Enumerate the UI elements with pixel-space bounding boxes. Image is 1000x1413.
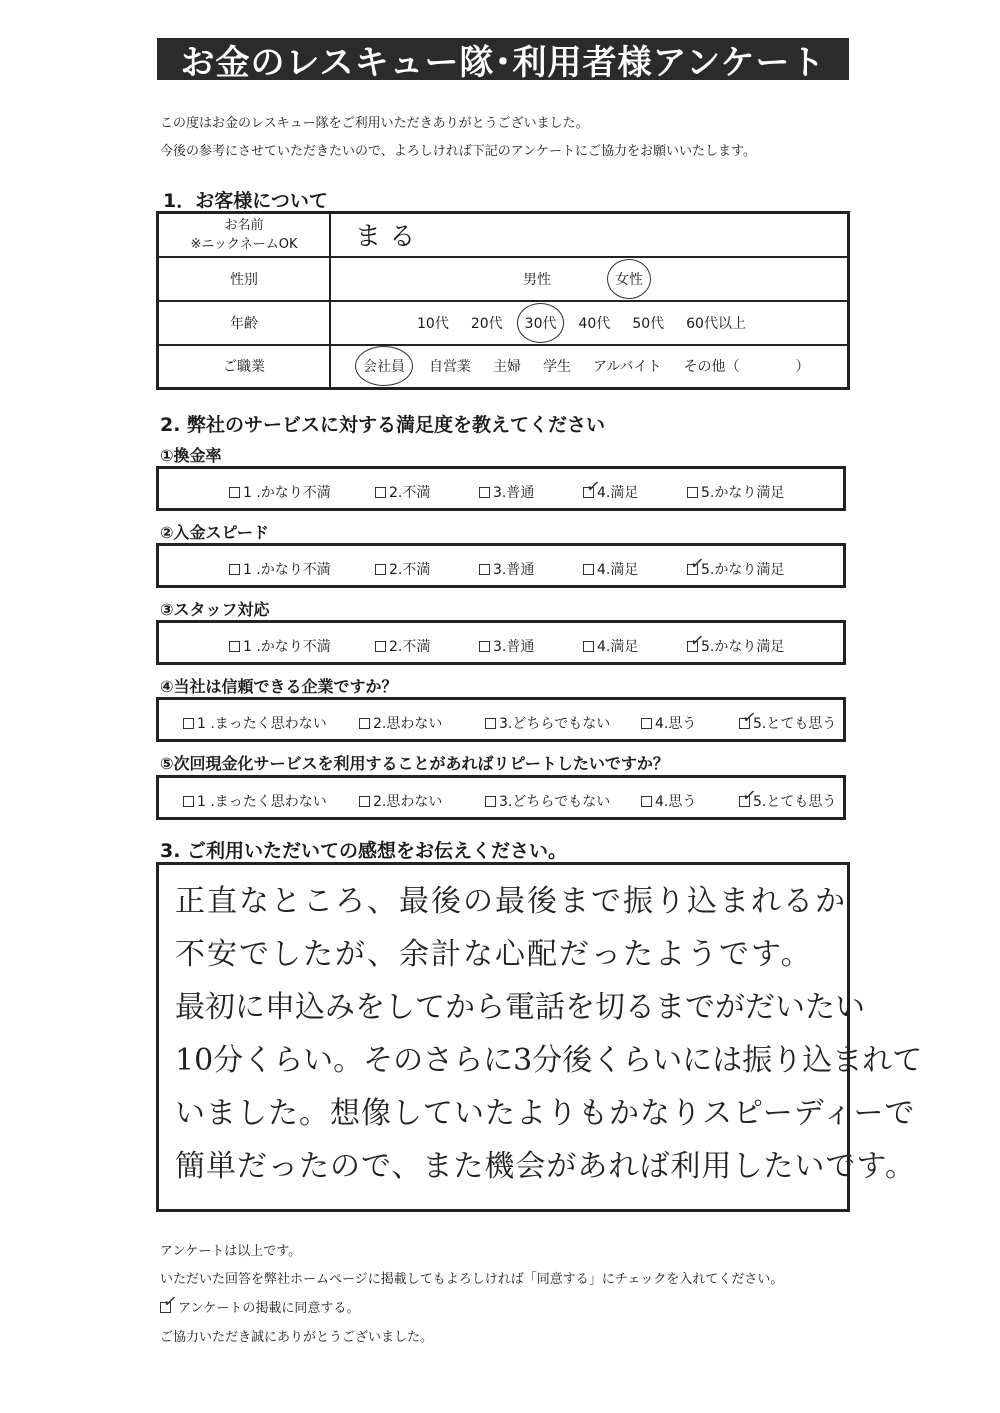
age-option-20s[interactable]: 20代 [470, 315, 503, 332]
checkbox[interactable] [583, 564, 594, 575]
q1-option-3-label: 3.普通 [493, 485, 535, 501]
q1-option-3[interactable] [479, 482, 534, 502]
comment-line-1: 正直なところ、最後の最後まで振り込まれるか [175, 884, 847, 919]
checkbox[interactable] [641, 796, 652, 807]
q4-option-2-label: 2.思わない [373, 716, 443, 732]
checkbox[interactable] [359, 718, 370, 729]
gender-option-female[interactable] [615, 269, 643, 289]
q4-option-4[interactable] [641, 713, 696, 733]
q1-option-5-label: 5.かなり満足 [701, 485, 785, 501]
checkbox[interactable] [359, 796, 370, 807]
checkbox-checked[interactable] [583, 476, 602, 498]
q2-option-5-label: 5.かなり満足 [701, 562, 785, 578]
q3-option-4[interactable] [583, 636, 638, 656]
intro-line-1: この度はお金のレスキュー隊をご利用いただきありがとうございました。 [160, 116, 589, 131]
q2-option-4-label: 4.満足 [597, 562, 639, 578]
q1-option-4-label: 4.満足 [597, 485, 639, 501]
comment-line-6: 簡単だったので、また機会があれば利用したいです。 [175, 1149, 916, 1184]
checkbox[interactable] [229, 641, 240, 652]
age-option-40s[interactable]: 40代 [578, 315, 611, 332]
checkbox[interactable] [485, 718, 496, 729]
job-employee-label: 会社員 [363, 359, 405, 376]
q4-option-5[interactable] [739, 707, 837, 733]
checkbox[interactable] [583, 641, 594, 652]
checkbox-checked[interactable] [739, 785, 758, 807]
q4-option-2[interactable] [359, 713, 442, 733]
checkbox-checked[interactable] [739, 707, 758, 729]
job-options [330, 345, 849, 389]
q4-option-3[interactable] [485, 713, 610, 733]
check-mark-icon: ✓ [740, 785, 758, 807]
q2-options-box [156, 543, 846, 588]
age-option-60s-plus[interactable]: 60代以上 [686, 315, 746, 332]
q1-option-2-label: 2.不満 [389, 485, 431, 501]
comment-line-3: 最初に申込みをしてから電話を切るまでがだいたい [175, 990, 865, 1025]
intro-line-2: 今後の参考にさせていただきたいので、よろしければ下記のアンケートにご協力をお願いいたします。 [160, 144, 756, 159]
q4-option-3-label: 3.どちらでもない [499, 716, 611, 732]
footer-line-1: アンケートは以上です。 [160, 1244, 302, 1259]
q1-option-2[interactable] [375, 482, 430, 502]
gender-label: 性別 [158, 257, 331, 301]
q4-option-1[interactable] [183, 713, 327, 733]
q2-option-3-label: 3.普通 [493, 562, 535, 578]
q5-option-5-label: 5.とても思う [753, 794, 837, 810]
q1-title: ①換金率 [160, 446, 222, 465]
name-value: ま る [355, 222, 416, 253]
selection-circle [355, 346, 413, 386]
q2-option-5[interactable] [687, 553, 785, 579]
comment-line-2: 不安でしたが、余計な心配だったようです。 [175, 937, 813, 972]
q5-option-1-label: 1 .まったく思わない [197, 794, 327, 810]
checkbox[interactable] [183, 718, 194, 729]
q3-option-5[interactable] [687, 630, 785, 656]
checkbox[interactable] [229, 487, 240, 498]
job-option-part-time[interactable]: アルバイト [593, 359, 662, 376]
q3-options-box [156, 620, 846, 665]
selection-circle [517, 303, 565, 343]
checkbox[interactable] [641, 718, 652, 729]
checkbox[interactable] [183, 796, 194, 807]
checkbox[interactable] [479, 564, 490, 575]
q1-options-box [156, 466, 846, 511]
checkbox[interactable] [229, 564, 240, 575]
q5-option-5[interactable] [739, 785, 837, 811]
name-value-cell[interactable] [330, 213, 849, 257]
q1-option-1[interactable] [229, 482, 331, 502]
gender-option-male[interactable]: 男性 [523, 271, 551, 288]
section2-heading: 2. 弊社のサービスに対する満足度を教えてください [160, 414, 606, 436]
checkbox[interactable] [485, 796, 496, 807]
job-option-housewife[interactable]: 主婦 [493, 359, 521, 376]
q5-option-4[interactable] [641, 791, 696, 811]
q3-option-1-label: 1 .かなり不満 [243, 639, 331, 655]
q3-option-2-label: 2.不満 [389, 639, 431, 655]
consent-checkbox-checked[interactable] [160, 1291, 179, 1313]
survey-title: お金のレスキュー隊･利用者様アンケート [157, 38, 849, 80]
comment-line-5: いました。想像していたよりもかなりスピーディーで [175, 1096, 916, 1131]
name-label: お名前 [224, 217, 264, 233]
age-options [330, 301, 849, 345]
name-label-cell [158, 213, 331, 257]
section3-heading: 3. ご利用いただいての感想をお伝えください。 [160, 840, 568, 862]
consent-label: アンケートの掲載に同意する。 [178, 1301, 360, 1316]
q2-option-2-label: 2.不満 [389, 562, 431, 578]
check-mark-icon: ✓ [161, 1291, 179, 1313]
q5-options-box [156, 775, 846, 820]
checkbox[interactable] [687, 487, 698, 498]
q1-option-1-label: 1 .かなり不満 [243, 485, 331, 501]
q2-title: ②入金スピード [160, 523, 269, 542]
q3-option-3-label: 3.普通 [493, 639, 535, 655]
q3-option-2[interactable] [375, 636, 430, 656]
job-label: ご職業 [158, 345, 331, 389]
job-option-employee[interactable] [363, 356, 405, 376]
q5-option-2[interactable] [359, 791, 442, 811]
q3-option-5-label: 5.かなり満足 [701, 639, 785, 655]
section1-heading: 1．お客様について [163, 190, 328, 212]
footer-line-2: いただいた回答を弊社ホームページに掲載してもよろしければ「同意する」にチェックを入れてください。 [160, 1272, 784, 1287]
footer-line-4: ご協力いただき誠にありがとうございました。 [160, 1330, 434, 1345]
nickname-note: ※ニックネームOK [190, 236, 298, 252]
age-option-50s[interactable]: 50代 [632, 315, 665, 332]
gender-options [330, 257, 849, 301]
q3-option-1[interactable] [229, 636, 331, 656]
q1-option-5[interactable] [687, 482, 784, 502]
q3-option-3[interactable] [479, 636, 534, 656]
job-option-self-employed[interactable]: 自営業 [429, 359, 471, 376]
age-option-10s[interactable]: 10代 [417, 315, 449, 332]
age-30s-label: 30代 [524, 315, 557, 332]
q3-title: ③スタッフ対応 [160, 600, 270, 619]
q5-option-1[interactable] [183, 791, 327, 811]
check-mark-icon: ✓ [584, 476, 602, 498]
check-mark-icon: ✓ [688, 630, 706, 652]
q5-option-4-label: 4.思う [655, 794, 697, 810]
checkbox-checked[interactable] [687, 630, 706, 652]
comment-box[interactable] [156, 862, 923, 1212]
q2-option-1-label: 1 .かなり不満 [243, 562, 331, 578]
gender-female-label: 女性 [615, 271, 643, 288]
check-mark-icon: ✓ [688, 553, 706, 575]
q2-option-4[interactable] [583, 559, 638, 579]
job-option-other[interactable]: その他（ ） [683, 359, 810, 376]
q4-options-box [156, 697, 846, 742]
checkbox-checked[interactable] [687, 553, 706, 575]
checkbox[interactable] [375, 564, 386, 575]
checkbox[interactable] [375, 641, 386, 652]
q4-option-4-label: 4.思う [655, 716, 697, 732]
selection-circle [607, 259, 651, 299]
checkbox[interactable] [479, 641, 490, 652]
q3-option-4-label: 4.満足 [597, 639, 639, 655]
consent-row[interactable] [160, 1291, 360, 1316]
age-label: 年齢 [158, 301, 331, 345]
job-option-student[interactable]: 学生 [543, 359, 571, 376]
q2-option-2[interactable] [375, 559, 430, 579]
q4-option-1-label: 1 .まったく思わない [197, 716, 327, 732]
checkbox[interactable] [375, 487, 386, 498]
q2-option-3[interactable] [479, 559, 534, 579]
q5-option-3[interactable] [485, 791, 610, 811]
q4-title: ④当社は信頼できる企業ですか？ [160, 677, 398, 696]
q5-option-2-label: 2.思わない [373, 794, 443, 810]
age-option-30s[interactable] [525, 313, 557, 333]
q1-option-4[interactable] [583, 476, 639, 502]
q5-option-3-label: 3.どちらでもない [499, 794, 611, 810]
checkbox[interactable] [479, 487, 490, 498]
customer-info-table [156, 211, 850, 390]
q4-option-5-label: 5.とても思う [753, 716, 837, 732]
q5-title: ⑤次回現金化サービスを利用することがあればリピートしたいですか？ [160, 754, 669, 773]
comment-line-4: 10分くらい。そのさらに3分後くらいには振り込まれて [175, 1043, 923, 1078]
q2-option-1[interactable] [229, 559, 331, 579]
check-mark-icon: ✓ [740, 707, 758, 729]
